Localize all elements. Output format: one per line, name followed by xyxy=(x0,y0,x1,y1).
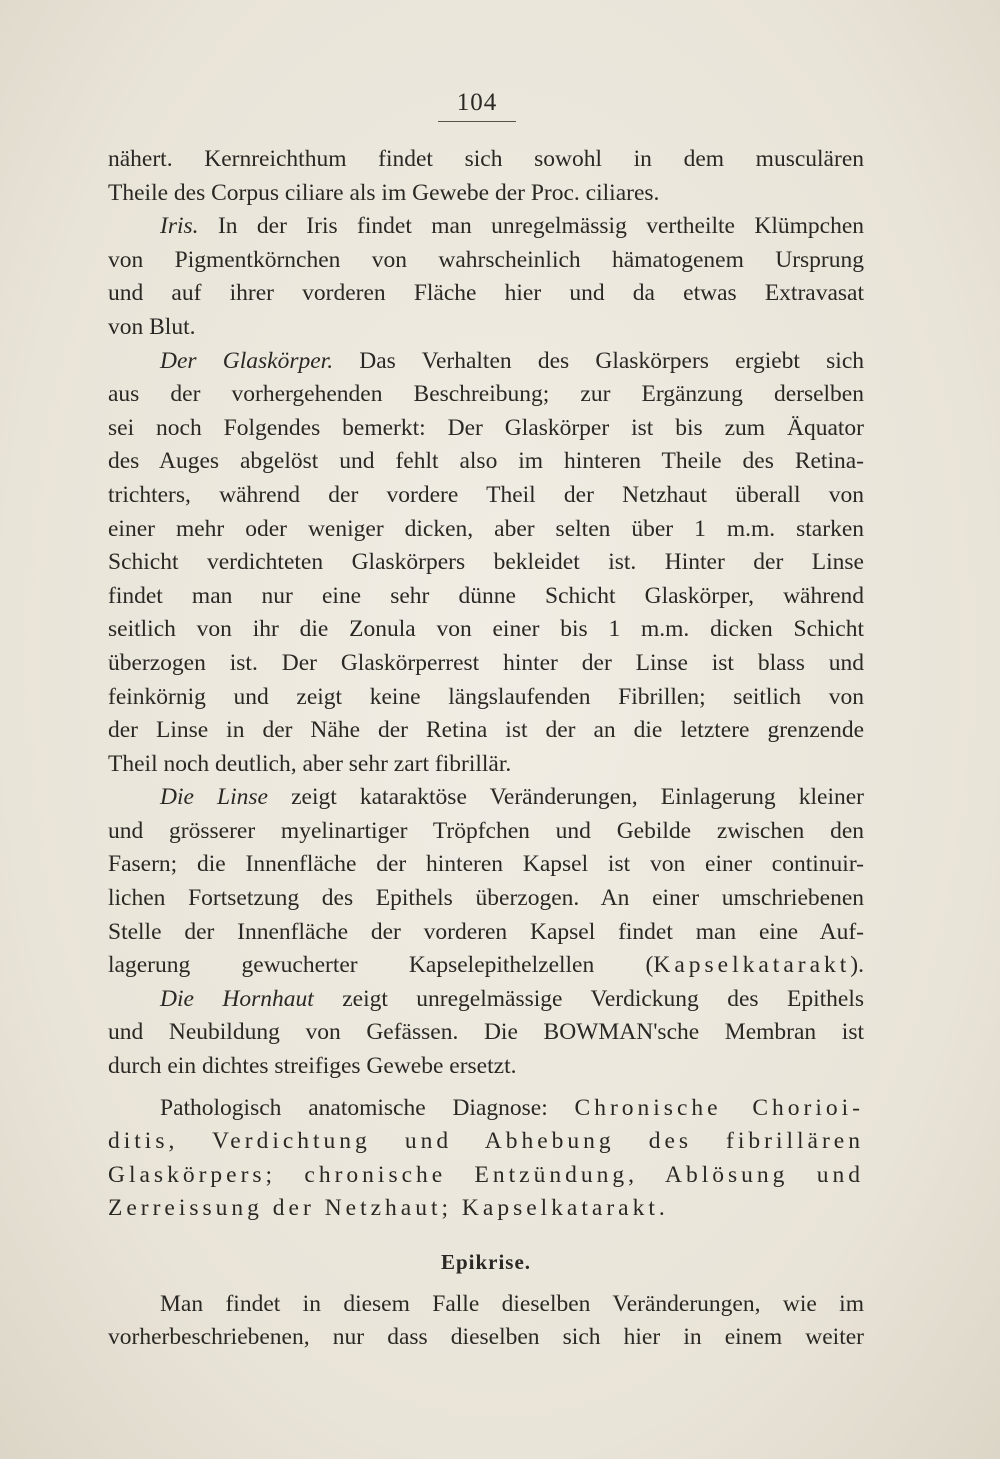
text-line: lichen Fortsetzung des Epithels überzogen. An einer umschriebenen xyxy=(108,885,864,912)
text-line xyxy=(108,1092,864,1126)
author-name: BOWMAN xyxy=(543,1019,654,1046)
text-line: Schicht verdichteten Glaskörpers bekleidet ist. Hinter der Linse xyxy=(108,549,864,576)
text-line: vorherbeschriebenen, nur dass dieselben sich hier in einem weiter xyxy=(108,1324,864,1351)
text-line: Theil noch deutlich, aber sehr zart fibrillär. xyxy=(108,750,512,777)
section-label-iris: Iris. xyxy=(160,213,199,240)
text-line: der Linse in der Nähe der Retina ist der an die letztere grenzende xyxy=(108,717,864,744)
text-line: nähert. Kernreichthum findet sich sowohl in dem musculären xyxy=(108,146,864,172)
page-number-rule xyxy=(438,121,516,122)
spaced-term: Kapselkatarakt xyxy=(653,952,851,979)
text-line: ditis, Verdichtung und Abhebung des fibrillären xyxy=(108,1128,864,1155)
text-line: von Blut. xyxy=(108,313,196,340)
spaced-term: Chronische Chorioi- xyxy=(574,1094,864,1121)
text-line xyxy=(108,949,864,983)
section-heading: Epikrise. xyxy=(440,1250,532,1274)
text-run: lagerung gewucherter Kapselepithelzellen ( xyxy=(108,952,654,979)
text-line: aus der vorhergehenden Beschreibung; zur Ergänzung derselben xyxy=(108,381,864,408)
text-line: von Pigmentkörnchen von wahrscheinlich hämatogenem Ursprung xyxy=(108,246,864,273)
text-line: durch ein dichtes streifiges Gewebe ersetzt. xyxy=(108,1053,517,1080)
text-line: feinkörnig und zeigt keine längslaufenden Fibrillen; seitlich von xyxy=(108,683,864,710)
text-run: ). xyxy=(850,952,864,979)
text-line: einer mehr oder weniger dicken, aber selten über 1 m.m. starken xyxy=(108,515,864,542)
text-line xyxy=(108,1016,864,1050)
section-label-glaskoerper: Der Glaskörper. xyxy=(160,347,334,374)
text-line xyxy=(108,210,864,244)
text-line: seitlich von ihr die Zonula von einer bis 1 m.m. dicken Schicht xyxy=(108,616,864,643)
text-line: sei noch Folgendes bemerkt: Der Glaskörper ist bis zum Äquator xyxy=(108,414,864,441)
text-line: findet man nur eine sehr dünne Schicht Glaskörper, während xyxy=(108,582,864,609)
text-line: überzogen ist. Der Glaskörperrest hinter der Linse ist blass und xyxy=(108,649,864,676)
body-text xyxy=(108,143,864,1355)
text-line: Zerreissung der Netzhaut; Kapselkatarakt. xyxy=(108,1195,669,1222)
text-line: trichters, während der vordere Theil der Netzhaut überall von xyxy=(108,481,864,508)
text-line: Stelle der Innenfläche der vorderen Kapsel findet man eine Auf- xyxy=(108,918,864,945)
text-line: Glaskörpers; chronische Entzündung, Ablösung und xyxy=(108,1161,864,1188)
text-line: und grösserer myelinartiger Tröpfchen und Gebilde zwischen den xyxy=(108,817,864,844)
text-run: zeigt unregelmässige Verdickung des Epithels xyxy=(342,985,864,1012)
page-number: 104 xyxy=(456,89,498,116)
text-line: Theile des Corpus ciliare als im Gewebe der Proc. ciliares. xyxy=(108,179,660,206)
text-line: und auf ihrer vorderen Fläche hier und da etwas Extravasat xyxy=(108,280,864,307)
text-line: Man findet in diesem Falle dieselben Veränderungen, wie im xyxy=(160,1290,864,1317)
text-line xyxy=(108,983,864,1017)
text-run: zeigt kataraktöse Veränderungen, Einlagerung kleiner xyxy=(291,784,864,811)
section-label-linse: Die Linse xyxy=(160,784,268,811)
text-line: Fasern; die Innenfläche der hinteren Kapsel ist von einer continuir- xyxy=(108,851,864,878)
text-line xyxy=(108,781,864,815)
text-run: 'sche Membran ist xyxy=(653,1019,864,1046)
text-run: Das Verhalten des Glaskörpers ergiebt sich xyxy=(359,347,864,374)
text-line: des Auges abgelöst und fehlt also im hinteren Theile des Retina- xyxy=(108,448,864,475)
text-run: Pathologisch anatomische Diagnose: xyxy=(160,1094,575,1121)
text-run: In der Iris findet man unregelmässig vertheilte Klümpchen xyxy=(217,213,864,240)
section-label-hornhaut: Die Hornhaut xyxy=(160,985,314,1012)
text-run: und Neubildung von Gefässen. Die xyxy=(108,1019,544,1046)
text-line xyxy=(108,345,864,379)
